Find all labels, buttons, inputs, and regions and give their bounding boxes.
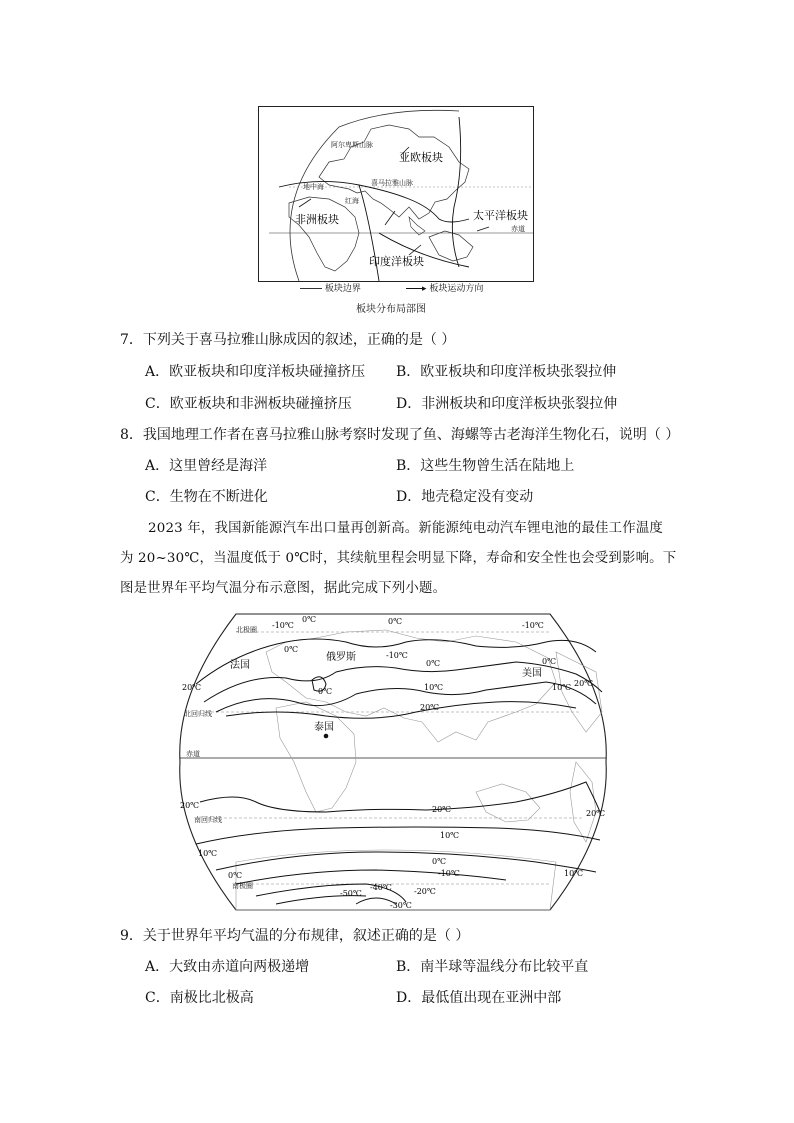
q9-option-a[interactable]: A．大致由赤道向两极递增 (145, 959, 310, 975)
alps-label: 阿尔卑斯山脉 (331, 141, 373, 149)
temperature-map-drawing (176, 612, 610, 912)
usa-label: 美国 (522, 668, 542, 679)
tropic-capricorn-label: 南回归线 (194, 816, 222, 824)
iso-m30-s: -30℃ (390, 901, 412, 910)
iso-0-s: 0℃ (432, 857, 447, 866)
q7-option-b[interactable]: B．欧亚板块和印度洋板块张裂拉伸 (396, 364, 617, 380)
iso-m10-s: -10℃ (438, 869, 460, 878)
iso-0-nw: 0℃ (302, 615, 317, 624)
mediterranean-label: 地中海 (303, 183, 324, 191)
france-label: 法国 (230, 660, 250, 671)
pacific-plate-label: 太平洋板块 (473, 209, 528, 222)
q8-option-d[interactable]: D．地壳稳定没有变动 (396, 489, 534, 505)
iso-20-a: 20℃ (420, 703, 440, 712)
iso-10-sw: 10℃ (198, 849, 218, 858)
q7-stem: 7．下列关于喜马拉雅山脉成因的叙述，正确的是（ ） (120, 332, 456, 348)
iso-10-a: 10℃ (424, 683, 444, 692)
legend-boundary: 板块边界 (300, 281, 361, 294)
iso-0-e: 0℃ (426, 659, 441, 668)
temperature-map (176, 612, 610, 912)
figure1-caption: 板块分布局部图 (356, 304, 426, 315)
q9-stem: 9．关于世界年平均气温的分布规律，叙述正确的是（ ） (120, 928, 470, 944)
eurasian-plate-label: 亚欧板块 (399, 151, 443, 164)
q9-option-c[interactable]: C．南极比北极高 (145, 990, 254, 1006)
q8-option-c[interactable]: C．生物在不断进化 (145, 489, 268, 505)
iso-0-ru: 0℃ (284, 645, 299, 654)
iso-m40-s: -40℃ (370, 883, 392, 892)
iso-0-ne: 0℃ (388, 617, 403, 626)
q9-option-b[interactable]: B．南半球等温线分布比较平直 (396, 959, 589, 975)
indian-plate-label: 印度洋板块 (369, 255, 424, 268)
q7-option-a[interactable]: A．欧亚板块和印度洋板块碰撞挤压 (145, 364, 366, 380)
boundary-line-icon (300, 288, 322, 289)
q7-option-d[interactable]: D．非洲板块和印度洋板块张裂拉伸 (396, 396, 618, 412)
passage-line-3: 图是世界年平均气温分布示意图，据此完成下列小题。 (120, 581, 447, 596)
arctic-circle-label: 北极圈 (236, 626, 257, 634)
equator-label: 赤道 (186, 750, 200, 758)
iso-20-se: 20℃ (586, 809, 606, 818)
african-plate-label: 非洲板块 (295, 213, 339, 226)
himalaya-label: 喜马拉雅山脉 (371, 179, 413, 187)
iso-20-w: 20℃ (182, 683, 202, 692)
iso-0-tib: 0℃ (318, 687, 333, 696)
iso-20-e: 20℃ (574, 679, 594, 688)
iso-20-sw: 20℃ (180, 801, 200, 810)
red-sea-label: 红海 (345, 197, 359, 205)
isotherms-south (196, 782, 600, 904)
iso-m10-ca: -10℃ (522, 621, 544, 630)
legend-direction: ▸ 板块运动方向 (406, 281, 483, 294)
q7-option-c[interactable]: C．欧亚板块和非洲板块碰撞挤压 (145, 396, 352, 412)
iso-10-sse: 10℃ (564, 869, 584, 878)
q9-option-d[interactable]: D．最低值出现在亚洲中部 (396, 990, 562, 1006)
iso-m20-s: -20℃ (414, 887, 436, 896)
plate-map-drawing (259, 107, 533, 281)
q8-option-b[interactable]: B．这些生物曾生活在陆地上 (396, 458, 575, 474)
iso-20-sc: 20℃ (432, 805, 452, 814)
arrow-right-icon (406, 288, 422, 289)
iso-0-sw: 0℃ (228, 871, 243, 880)
plate-map (258, 106, 534, 282)
russia-label: 俄罗斯 (326, 652, 356, 663)
iso-10-na: 10℃ (552, 683, 572, 692)
antarctic-circle-label: 南极圈 (232, 882, 253, 890)
q8-stem: 8．我国地理工作者在喜马拉雅山脉考察时发现了鱼、海螺等古老海洋生物化石，说明（ ） (120, 427, 680, 443)
thailand-dot (324, 734, 329, 739)
iso-m50-s: -50℃ (340, 889, 362, 898)
passage-line-1: 2023 年，我国新能源汽车出口量再创新高。新能源纯电动汽车锂电池的最佳工作温度 (148, 521, 664, 536)
iso-m10-nw: -10℃ (272, 621, 294, 630)
iso-10-se: 10℃ (440, 831, 460, 840)
tropic-cancer-label: 北回归线 (184, 710, 212, 718)
thailand-label: 泰国 (314, 722, 334, 733)
passage-line-2: 为 20~30℃，当温度低于 0℃时，其续航里程会明显下降，寿命和安全性也会受到影响。下 (120, 551, 677, 566)
q8-option-a[interactable]: A．这里曾经是海洋 (145, 458, 268, 474)
iso-0-na: 0℃ (542, 657, 557, 666)
continents (236, 630, 602, 910)
equator-label: 赤道 (511, 225, 525, 233)
iso-m10-ru: -10℃ (386, 651, 408, 660)
